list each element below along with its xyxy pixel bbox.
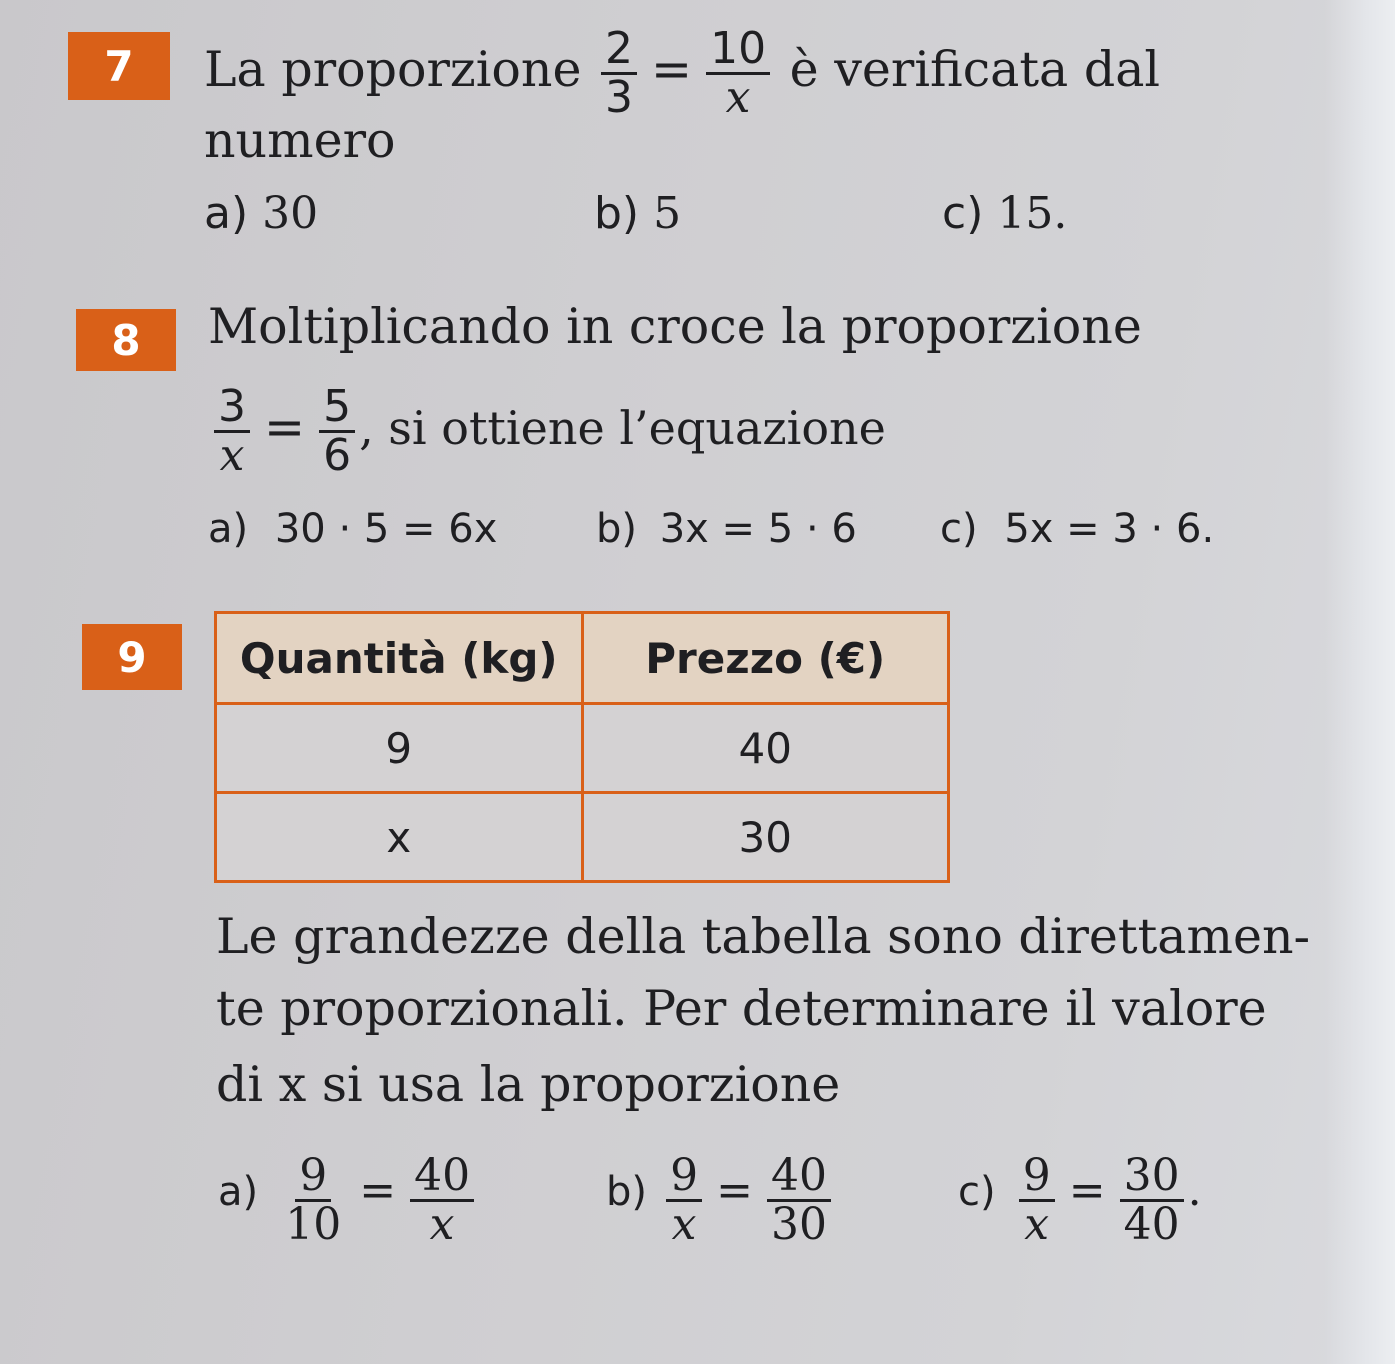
numerator: 40 — [767, 1153, 831, 1202]
fraction — [706, 22, 770, 123]
exercise-number-badge — [76, 309, 176, 371]
denominator: 10 — [285, 1199, 342, 1250]
numerator: 9 — [666, 1153, 702, 1202]
numerator: 5 — [319, 384, 355, 433]
option-label: b) — [594, 188, 640, 239]
numerator: 3 — [214, 384, 250, 433]
denominator: x — [671, 1199, 697, 1250]
table-row — [216, 704, 949, 793]
column-header: Quantità (kg) — [216, 613, 583, 704]
denominator: x — [219, 430, 245, 481]
punctuation: . — [1187, 1165, 1202, 1216]
exercise-number-badge — [68, 32, 170, 100]
option-value: 30 · 5 = 6x — [274, 506, 498, 552]
question-8-line2 — [210, 376, 886, 480]
paragraph-line: te proporzionali. Per determinare il valore — [216, 980, 1267, 1037]
fraction — [601, 22, 637, 123]
denominator: x — [1024, 1199, 1050, 1250]
denominator: x — [725, 72, 751, 123]
answer-option-b — [596, 506, 857, 552]
exercise-number: 9 — [117, 632, 147, 682]
table-cell: 9 — [216, 704, 583, 793]
option-value: 5x = 3 · 6. — [1004, 506, 1215, 552]
option-value: 5 — [653, 188, 682, 239]
option-value: 15. — [997, 188, 1068, 239]
equals-sign: = — [716, 1165, 753, 1216]
numerator: 30 — [1120, 1153, 1184, 1202]
denominator: x — [429, 1199, 455, 1250]
exercise-number: 8 — [111, 315, 141, 365]
column-header: Prezzo (€) — [582, 613, 949, 704]
denominator: 40 — [1123, 1199, 1180, 1250]
paragraph-line: di x si usa la proporzione — [216, 1056, 841, 1113]
fraction — [666, 1149, 702, 1250]
answer-option-a — [218, 1136, 478, 1255]
data-table — [214, 611, 950, 883]
answer-option-c — [942, 188, 1067, 239]
answer-option-a — [204, 188, 318, 239]
option-label: a) — [204, 188, 249, 239]
fraction — [410, 1149, 474, 1250]
paragraph-line: Le grandezze della tabella sono direttamen- — [216, 908, 1311, 965]
fraction — [1019, 1149, 1055, 1250]
answer-option-b — [594, 188, 681, 239]
numerator: 9 — [295, 1153, 331, 1202]
denominator: 30 — [770, 1199, 827, 1250]
equals-sign: = — [359, 1165, 397, 1216]
question-7-line2: numero — [204, 112, 396, 169]
option-label: a) — [208, 506, 249, 552]
fraction — [1120, 1149, 1184, 1250]
numerator: 40 — [410, 1153, 474, 1202]
table-cell: 30 — [582, 793, 949, 882]
equals-sign: = — [1068, 1165, 1106, 1216]
answer-option-b — [606, 1136, 835, 1255]
option-label: c) — [958, 1169, 996, 1215]
fraction — [319, 380, 355, 481]
fraction — [281, 1149, 345, 1250]
fraction — [214, 380, 250, 481]
table-row — [216, 793, 949, 882]
option-value: 3x = 5 · 6 — [659, 506, 857, 552]
page-edge-shadow — [1325, 0, 1395, 1364]
numerator: 2 — [601, 26, 637, 75]
table-cell: x — [216, 793, 583, 882]
answer-option-c — [958, 1136, 1202, 1255]
question-text: La proporzione — [204, 41, 582, 98]
denominator: 3 — [605, 72, 634, 123]
table-cell: 40 — [582, 704, 949, 793]
option-value: 30 — [262, 188, 319, 239]
exercise-number-badge — [82, 624, 182, 690]
question-text: , si ottiene l’equazione — [359, 401, 886, 455]
question-text: è verificata dal — [789, 41, 1161, 98]
table-header-row — [216, 613, 949, 704]
question-8-line1: Moltiplicando in croce la proporzione — [208, 298, 1142, 355]
equals-sign: = — [651, 41, 693, 98]
answer-option-c — [940, 506, 1214, 552]
exercise-number: 7 — [104, 41, 134, 91]
fraction — [767, 1149, 831, 1250]
option-label: b) — [596, 506, 637, 552]
answer-option-a — [208, 506, 497, 552]
option-label: b) — [606, 1169, 647, 1215]
numerator: 9 — [1019, 1153, 1055, 1202]
option-label: c) — [942, 188, 984, 239]
option-label: c) — [940, 506, 978, 552]
option-label: a) — [218, 1169, 259, 1215]
equals-sign: = — [264, 399, 306, 456]
numerator: 10 — [706, 26, 770, 75]
question-7-line1 — [204, 18, 1160, 122]
denominator: 6 — [323, 430, 352, 481]
